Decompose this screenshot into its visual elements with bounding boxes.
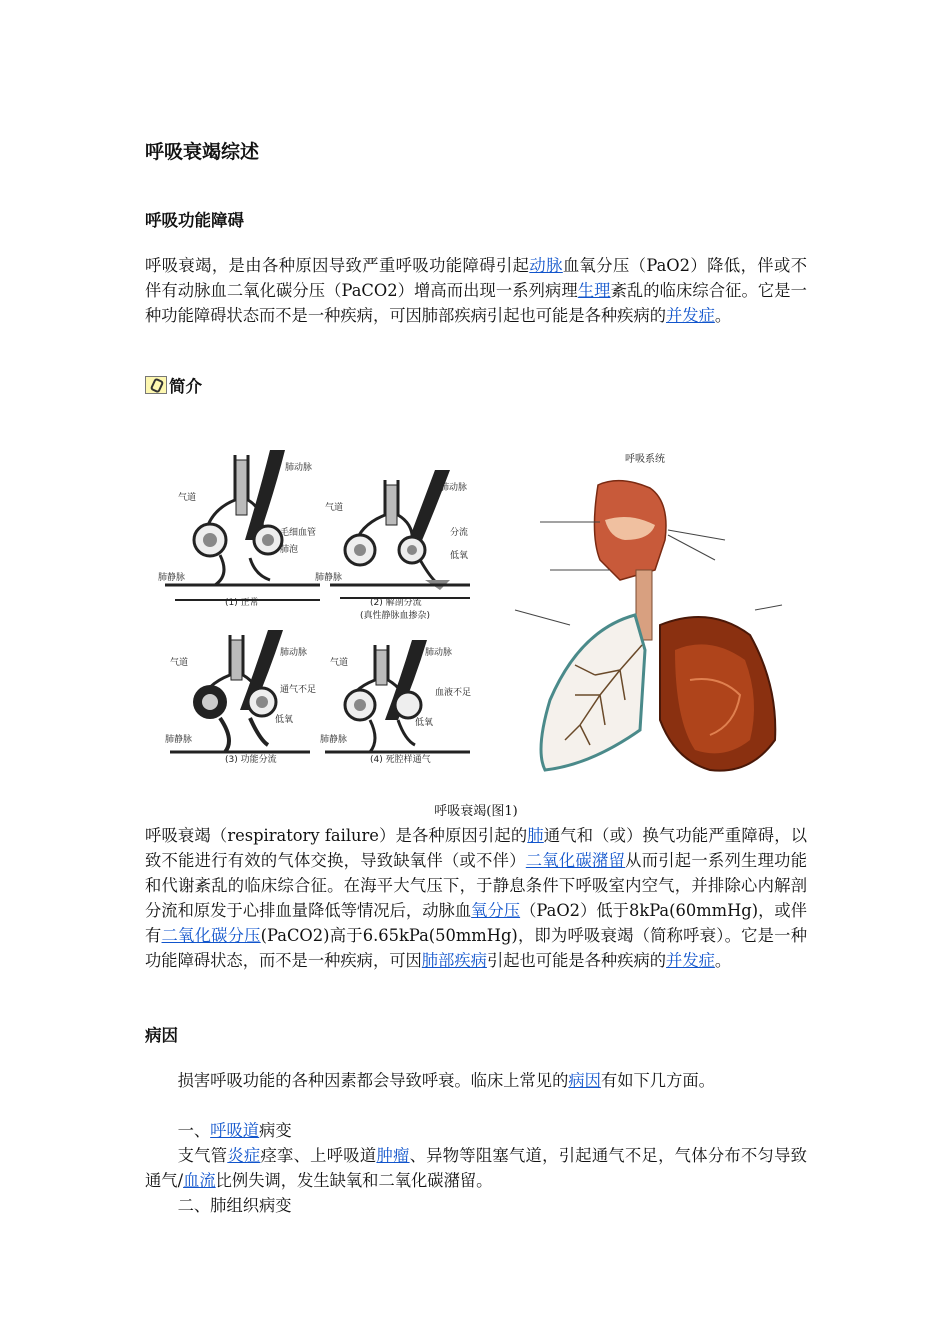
- text: 一、: [177, 1121, 211, 1140]
- panel-label-normal: (1) 正常: [225, 598, 259, 608]
- label-hypoventilation: 通气不足: [280, 685, 317, 695]
- link-artery[interactable]: 动脉: [529, 256, 563, 275]
- link-lung-disease[interactable]: 肺部疾病: [421, 951, 487, 970]
- list-item-lung-tissue-disease: 二、肺组织病变: [177, 1196, 292, 1215]
- text: (PaCO2)高于6.65kPa(50mmHg)，即为呼吸衰竭（简称呼衰）。它是一种功能障碍状态，而不是一种疾病，可因: [145, 926, 807, 970]
- section-heading-intro: [145, 373, 202, 397]
- label-airway-4: 气道: [330, 658, 349, 668]
- text: 比例失调，发生缺氧和二氧化碳潴留。: [215, 1171, 493, 1190]
- section-heading-respiratory-dysfunction: 呼吸功能障碍: [145, 211, 244, 230]
- link-blood-flow[interactable]: 血流: [183, 1171, 216, 1190]
- paragraph-airway-disease: [145, 1143, 807, 1193]
- link-physiology[interactable]: 生理: [577, 281, 611, 300]
- link-co2-retention[interactable]: 二氧化碳潴留: [525, 851, 626, 870]
- list-item-airway-disease: [145, 1118, 807, 1143]
- label-airway-2: 气道: [325, 503, 344, 513]
- ventilation-perfusion-diagrams: [150, 440, 502, 778]
- text: 支气管: [177, 1146, 228, 1165]
- text: 痉挛、上呼吸道: [260, 1146, 377, 1165]
- panel-label-anatomic-shunt: (2) 解剖分流: [370, 598, 422, 608]
- document-title: 呼吸衰竭综述: [145, 141, 260, 163]
- label-insufficient-perfusion: 血液不足: [435, 688, 472, 698]
- label-pulmonary-artery-4: 肺动脉: [425, 648, 453, 658]
- section-heading-etiology: 病因: [145, 1026, 178, 1045]
- label-pulmonary-vein-1: 肺静脉: [158, 573, 186, 583]
- link-etiology[interactable]: 病因: [568, 1071, 601, 1090]
- respiratory-system-illustration: [512, 440, 788, 778]
- respiratory-failure-figure: [150, 440, 788, 778]
- link-complication-2[interactable]: 并发症: [666, 951, 715, 970]
- link-oxygen-partial-pressure[interactable]: 氧分压: [471, 901, 521, 920]
- text: 有如下几方面。: [600, 1071, 715, 1090]
- label-hypoxia-3: 低氧: [275, 715, 294, 725]
- label-pulmonary-vein-3: 肺静脉: [165, 735, 193, 745]
- label-pulmonary-vein-4: 肺静脉: [320, 735, 348, 745]
- link-inflammation[interactable]: 炎症: [227, 1146, 261, 1165]
- text: 紊乱的临床综合征。它是一种功能障碍状态而不是一种疾病，可因肺部疾病引起也可能是各种疾病的: [145, 281, 807, 325]
- label-shunt: 分流: [450, 528, 469, 538]
- label-pulmonary-vein-2: 肺静脉: [315, 573, 343, 583]
- panel-label-dead-space: (4) 死腔样通气: [370, 755, 431, 765]
- text: （PaO2）低于8kPa(60mmHg)，或伴有: [145, 901, 807, 945]
- figure-caption: 呼吸衰竭(图1): [434, 804, 518, 819]
- text: 引起也可能是各种疾病的: [486, 951, 667, 970]
- label-alveolus-1: 肺泡: [280, 545, 299, 555]
- label-pulmonary-artery-3: 肺动脉: [280, 648, 308, 658]
- label-airway-1: 气道: [178, 493, 197, 503]
- text: 损害呼吸功能的各种因素都会导致呼衰。临床上常见的: [177, 1071, 569, 1090]
- edit-icon[interactable]: [145, 376, 167, 394]
- link-respiratory-tract[interactable]: 呼吸道: [210, 1121, 260, 1140]
- text: 、异物等阻塞气道，引起通气不足，气体分布不匀导致通气/: [145, 1146, 807, 1190]
- illustration-title: 呼吸系统: [625, 454, 665, 465]
- label-pulmonary-artery-1: 肺动脉: [285, 463, 313, 473]
- label-capillary-1: 毛细血管: [280, 528, 317, 538]
- panel-label-functional-shunt: (3) 功能分流: [225, 755, 277, 765]
- text: 。: [714, 951, 732, 970]
- text: 呼吸衰竭，是由各种原因导致严重呼吸功能障碍引起: [145, 256, 530, 275]
- paragraph-definition: [145, 253, 807, 328]
- label-hypoxia-2: 低氧: [450, 551, 469, 561]
- link-tumor[interactable]: 肿瘤: [376, 1146, 410, 1165]
- label-airway-3: 气道: [170, 658, 189, 668]
- link-co2-partial-pressure[interactable]: 二氧化碳分压: [161, 926, 261, 945]
- text: 。: [714, 306, 732, 325]
- paragraph-etiology-intro: [145, 1068, 807, 1093]
- text: 通气和（或）换气功能严重障碍，以致不能进行有效的气体交换，导致缺氧伴（或不伴）: [145, 826, 807, 870]
- label-hypoxia-4: 低氧: [415, 718, 434, 728]
- link-complication[interactable]: 并发症: [666, 306, 715, 325]
- label-pulmonary-artery-2: 肺动脉: [440, 483, 468, 493]
- text: 呼吸衰竭（respiratory failure）是各种原因引起的: [145, 826, 528, 845]
- section-heading-label: 简介: [169, 377, 202, 396]
- link-lung[interactable]: 肺: [527, 826, 544, 845]
- panel-label-venous-admixture: (真性静脉血掺杂): [360, 611, 431, 621]
- paragraph-overview: [145, 823, 807, 973]
- text: 从而引起一系列生理功能和代谢紊乱的临床综合征。在海平大气压下，于静息条件下呼吸室内空气，并排除心内解剖分流和原发于心排血量降低等情况后，动脉血: [145, 851, 807, 920]
- text: 血氧分压（PaO2）降低，伴或不伴有动脉血二氧化碳分压（PaCO2）增高而出现一系列病理: [145, 256, 807, 300]
- text: 病变: [259, 1121, 292, 1140]
